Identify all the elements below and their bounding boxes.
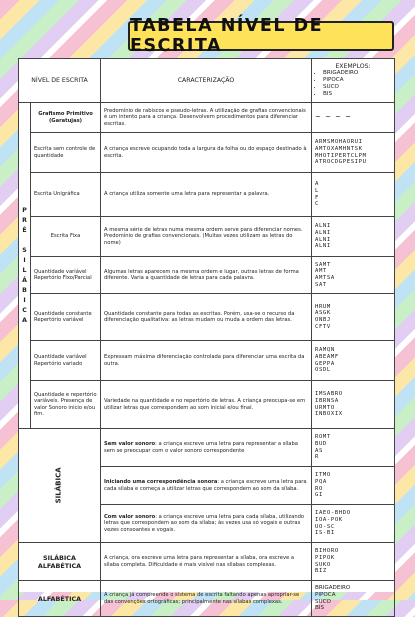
- table-row: [19, 133, 395, 173]
- examples-label: EXEMPLOS:: [335, 62, 371, 70]
- characterization-text: Quantidade constante para todas as escritas. Porém, usa-se o recurso da diferenciação qualitativa: as letras mudam ou muda a ordem das letras.: [101, 294, 312, 341]
- characterization-text: A criança, ora escreve uma letra para representar a sílaba, ora escreve a sílaba completa. Dificuldade é mais visível nas sílabas complexas.: [101, 543, 312, 581]
- characterization-text: A criança já compreende o sistema de escrita faltando apenas apropriar-se das convenções ortográficas; principalmente nas sílabas complexas.: [101, 581, 312, 617]
- examples-header: [312, 59, 395, 103]
- table-row: [19, 341, 395, 381]
- header-row: [19, 59, 395, 103]
- sublevel-label: Quantidade variável Repertório variado: [31, 341, 101, 381]
- sublevel-label: Quantidade constante Repertório variável: [31, 294, 101, 341]
- table-row: [19, 103, 395, 133]
- examples-item: • PIPOCA: [323, 77, 391, 84]
- examples-item: • BRIGADEIRO: [323, 70, 391, 77]
- example-cell: RAMQN ABEAMF GEPPA OSDL: [312, 341, 395, 381]
- example-cell: IMSABRO IBRNSA URMTO INBOXIX: [312, 381, 395, 429]
- examples-item: • SUCO: [323, 84, 391, 91]
- table-row: [19, 217, 395, 257]
- col-level-header: NÍVEL DE ESCRITA: [19, 59, 101, 103]
- table-row: [19, 173, 395, 217]
- characterization-text: Predomínio de rabiscos e pseudo-letras. A utilização de grafias convencionais é um intento para a criança. Desenvolvem procedimentos para diferenciar escritas.: [101, 103, 312, 133]
- sublevel-label: Quantidade e repertório variáveis. Presença de valor Sonoro inicio e/ou fim.: [31, 381, 101, 429]
- sublevel-label: Escrita Unigráfica: [31, 173, 101, 217]
- level-silabica-alfabetica: SILÁBICA ALFABÉTICA: [19, 543, 101, 581]
- table-row: [19, 581, 395, 617]
- table-row: [19, 543, 395, 581]
- level-pre-silabica: P R É S I L Á B I C A: [19, 103, 31, 429]
- level-alfabetica: ALFABÉTICA: [19, 581, 101, 617]
- characterization-text: Variedade na quantidade e no repertório de letras. A criança preocupa-se em utilizar letras que correspondem ao som inicial e/ou final.: [101, 381, 312, 429]
- example-cell: IAEO-BHDO IOA-POK UO-SC IS-BI: [312, 505, 395, 543]
- characterization-text: Iniciando uma correspondência sonora: a criança escreve uma letra para cada sílaba e começa a utilizar letras que correspondem ao som da sílaba.: [101, 467, 312, 505]
- example-cell: BRIGADEIRO PIPOCA SUCO BIS: [312, 581, 395, 617]
- example-cell: ROMT BUD AS R: [312, 429, 395, 467]
- level-silabica: SILÁBICA: [19, 429, 101, 543]
- writing-levels-table-card: [18, 58, 394, 612]
- table-row: [19, 381, 395, 429]
- table-row: [19, 429, 395, 467]
- example-cell: ALNI ALNI ALNI ALNI: [312, 217, 395, 257]
- example-cell: SAMT AMT AMTSA SAT: [312, 257, 395, 294]
- characterization-text: A criança escreve ocupando toda a largura da folha ou do espaço destinado à escrita.: [101, 133, 312, 173]
- examples-item: • BIS: [323, 91, 391, 98]
- example-cell: HRUM ASGK ONBJ CFTV: [312, 294, 395, 341]
- characterization-text: Com valor sonoro: a criança escreve uma letra para cada sílaba, utilizando letras que correspondem ao som da sílaba; às vezes usa só vogais e outras vezes consoantes e vogais.: [101, 505, 312, 543]
- sublevel-label: Quantidade variável Repertório Fixo/Parcial: [31, 257, 101, 294]
- sublevel-label: Escrita sem controle de quantidade: [31, 133, 101, 173]
- example-cell: A L F C: [312, 173, 395, 217]
- writing-levels-table: [18, 58, 395, 617]
- page-title: TABELA NÍVEL DE ESCRITA: [128, 21, 394, 51]
- sublevel-label: Escrita Fixa: [31, 217, 101, 257]
- example-cell: BIHORO PIPOK SUKO BIZ: [312, 543, 395, 581]
- characterization-text: A criança utiliza somente uma letra para representar a palavra.: [101, 173, 312, 217]
- characterization-text: Expressam máxima diferenciação controlada para diferenciar uma escrita da outra.: [101, 341, 312, 381]
- example-cell: ITMO PQA RO GI: [312, 467, 395, 505]
- characterization-text: Algumas letras aparecem na mesma ordem e lugar, outras letras de forma diferente. Varia a quantidade de letras para cada palavra.: [101, 257, 312, 294]
- table-row: [19, 294, 395, 341]
- sublevel-label: Grafismo Primitivo (Garatujas): [31, 103, 101, 133]
- table-row: [19, 257, 395, 294]
- example-cell: ~ ~ ~ ~: [312, 103, 395, 133]
- characterization-text: Sem valor sonoro: a criança escreve uma letra para representar a sílaba sem se preocupar com o valor sonoro correspondente: [101, 429, 312, 467]
- characterization-text: A mesma série de letras numa mesma ordem serve para diferenciar nomes. Predomínio de grafias convencionais. (Muitas vezes utilizam as letras do nome): [101, 217, 312, 257]
- example-cell: ARMSMOHAORUI AMTOXAMHNTSK MHOTIPERTCLPM ATROCDGPESIPU: [312, 133, 395, 173]
- col-char-header: CARACTERIZAÇÃO: [101, 59, 312, 103]
